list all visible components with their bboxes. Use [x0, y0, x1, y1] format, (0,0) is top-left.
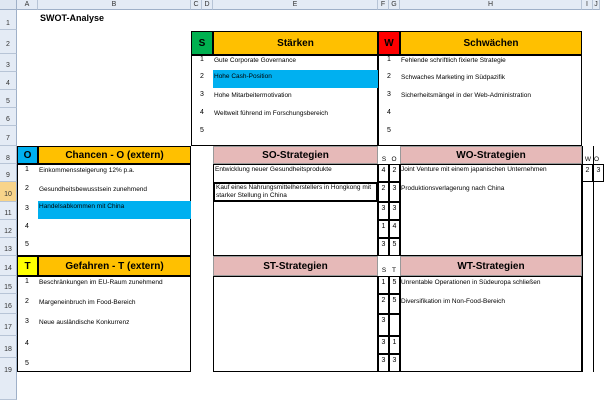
threat-text[interactable]: Neue ausländische Konkurrenz: [39, 319, 130, 326]
weakness-number: 5: [387, 127, 391, 134]
column-header-h[interactable]: H: [400, 0, 582, 10]
opportunities-letter: O: [17, 146, 38, 164]
wo-strategy-text[interactable]: Joint Venture mit einem japanischen Unternehmen: [401, 166, 547, 173]
opportunities-header: Chancen - O (extern): [38, 146, 191, 164]
strength-text[interactable]: Hohe Cash-Position: [213, 70, 378, 88]
weakness-number: 1: [387, 56, 391, 63]
strength-number: 4: [200, 109, 204, 116]
strength-text[interactable]: Gute Corporate Governance: [214, 57, 297, 64]
so-strategy-text-active[interactable]: Kauf eines Nahrungsmittelherstellers in Hongkong mit starker Stellung in China: [213, 182, 378, 202]
row-header[interactable]: 3: [0, 54, 17, 72]
threats-letter: T: [17, 256, 38, 276]
threat-text[interactable]: Margeneinbruch im Food-Bereich: [39, 299, 136, 306]
column-divider: [582, 146, 583, 372]
opportunity-text[interactable]: Gesundheitsbewusstsein zunehmend: [39, 186, 148, 193]
threat-number: 4: [25, 340, 29, 347]
threats-header: Gefahren - T (extern): [38, 256, 191, 276]
strengths-letter: S: [191, 31, 213, 55]
sheet-title: SWOT-Analyse: [40, 13, 105, 23]
weakness-text[interactable]: Fehlende schriftlich fixierte Strategie: [401, 57, 506, 64]
st-rating-t[interactable]: 5: [389, 294, 400, 314]
wt-strategies-box: [400, 276, 582, 372]
weaknesses-box: [378, 55, 582, 146]
wt-strategies-header: WT-Strategien: [400, 256, 582, 276]
so-rating-o[interactable]: 5: [389, 238, 400, 256]
opportunity-text[interactable]: Einkommenssteigerung 12% p.a.: [39, 167, 135, 174]
weakness-number: 2: [387, 73, 391, 80]
so-rating-s[interactable]: 3: [378, 238, 389, 256]
so-strategies-box: [213, 164, 378, 256]
wt-strategy-text[interactable]: Diversifikation im Non-Food-Bereich: [401, 298, 506, 305]
strength-number: 2: [200, 73, 204, 80]
st-rating-s[interactable]: 3: [378, 314, 389, 336]
column-header-b[interactable]: B: [38, 0, 191, 10]
row-header[interactable]: 6: [0, 108, 17, 126]
so-rating-o[interactable]: 2: [389, 164, 400, 182]
weakness-text[interactable]: Schwaches Marketing im Südpazifik: [401, 74, 506, 81]
opportunity-number: 5: [25, 241, 29, 248]
opportunity-number: 3: [25, 205, 29, 212]
strength-text[interactable]: Weltweit führend im Forschungsbereich: [214, 110, 329, 117]
strengths-header: Stärken: [213, 31, 378, 55]
opportunity-number: 4: [25, 223, 29, 230]
opportunity-number: 1: [25, 166, 29, 173]
st-rating-s[interactable]: 3: [378, 354, 389, 372]
so-rating-s[interactable]: 2: [378, 182, 389, 202]
row-header[interactable]: 14: [0, 256, 17, 276]
so-rating-s[interactable]: 3: [378, 202, 389, 220]
st-rating-s[interactable]: 3: [378, 336, 389, 354]
row-header[interactable]: 15: [0, 276, 17, 294]
threat-number: 2: [25, 298, 29, 305]
so-rating-s[interactable]: 4: [378, 164, 389, 182]
wo-rating-w[interactable]: 2: [582, 164, 593, 182]
weaknesses-header: Schwächen: [400, 31, 582, 55]
so-strategy-text[interactable]: Entwicklung neuer Gesundheitsprodukte: [215, 166, 332, 173]
opportunity-number: 2: [25, 185, 29, 192]
strengths-box: [191, 55, 378, 146]
column-divider: [593, 146, 594, 372]
wo-strategies-box: [400, 164, 582, 256]
st-strategies-box: [213, 276, 378, 372]
st-col-s-label: S: [381, 267, 387, 274]
wt-strategy-text[interactable]: Unrentable Operationen in Südeuropa schließen: [401, 279, 541, 286]
row-header[interactable]: 5: [0, 90, 17, 108]
weaknesses-letter: W: [378, 31, 400, 55]
st-rating-t[interactable]: [389, 314, 400, 336]
wo-strategy-text[interactable]: Produktionsverlagerung nach China: [401, 185, 505, 192]
threat-number: 3: [25, 318, 29, 325]
row-header[interactable]: 12: [0, 220, 17, 238]
so-rating-o[interactable]: 3: [389, 182, 400, 202]
row-header[interactable]: 11: [0, 202, 17, 220]
row-header[interactable]: 4: [0, 72, 17, 90]
column-header-a[interactable]: A: [17, 0, 38, 10]
strength-text[interactable]: Hohe Mitarbeitermotivation: [214, 92, 292, 99]
row-header[interactable]: 1: [0, 10, 17, 30]
so-rating-s[interactable]: 1: [378, 220, 389, 238]
select-all-corner[interactable]: [0, 0, 17, 10]
column-header-f[interactable]: F: [378, 0, 389, 10]
st-strategies-header: ST-Strategien: [213, 256, 378, 276]
column-header-i[interactable]: I: [582, 0, 593, 10]
wo-rating-o[interactable]: 3: [593, 164, 604, 182]
st-col-t-label: T: [392, 267, 396, 274]
so-strategies-header: SO-Strategien: [213, 146, 378, 164]
row-header-selected[interactable]: 10: [0, 182, 17, 202]
column-header-g[interactable]: G: [389, 0, 400, 10]
column-header-j[interactable]: J: [593, 0, 600, 10]
wo-col-w-label: W: [584, 156, 592, 163]
row-header[interactable]: 2: [0, 30, 17, 54]
row-header[interactable]: 19: [0, 358, 17, 400]
so-col-s-label: S: [381, 156, 387, 163]
row-header[interactable]: 18: [0, 336, 17, 358]
threat-number: 5: [25, 360, 29, 367]
column-header-e[interactable]: E: [213, 0, 378, 10]
strength-number: 1: [200, 56, 204, 63]
so-rating-o[interactable]: 3: [389, 202, 400, 220]
row-header[interactable]: 13: [0, 238, 17, 256]
row-header[interactable]: 8: [0, 146, 17, 164]
so-rating-o[interactable]: 4: [389, 220, 400, 238]
st-rating-t[interactable]: 5: [389, 276, 400, 294]
column-header-d[interactable]: D: [202, 0, 213, 10]
wo-strategies-header: WO-Strategien: [400, 146, 582, 164]
row-header[interactable]: 9: [0, 164, 17, 182]
wo-col-o-label: O: [593, 156, 600, 163]
threat-number: 1: [25, 278, 29, 285]
st-rating-t[interactable]: 1: [389, 336, 400, 354]
weakness-number: 4: [387, 109, 391, 116]
opportunity-text[interactable]: Handelsabkommen mit China: [38, 201, 191, 219]
st-rating-s[interactable]: 2: [378, 294, 389, 314]
weakness-number: 3: [387, 91, 391, 98]
strength-number: 3: [200, 91, 204, 98]
row-header[interactable]: 16: [0, 294, 17, 314]
st-rating-s[interactable]: 1: [378, 276, 389, 294]
row-header[interactable]: 17: [0, 314, 17, 336]
strength-number: 5: [200, 127, 204, 134]
column-header-c[interactable]: C: [191, 0, 202, 10]
weakness-text[interactable]: Sicherheitsmängel in der Web-Administration: [401, 92, 531, 99]
st-rating-t[interactable]: 3: [389, 354, 400, 372]
row-header[interactable]: 7: [0, 126, 17, 146]
threat-text[interactable]: Beschränkungen im EU-Raum zunehmend: [39, 279, 163, 286]
so-col-o-label: O: [391, 156, 397, 163]
